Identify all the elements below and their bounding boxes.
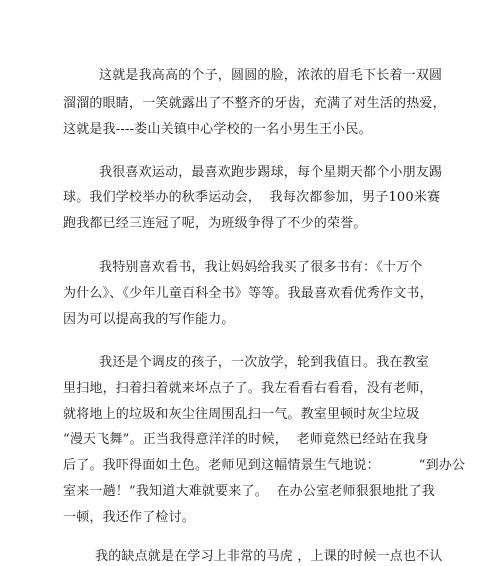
paragraph-5-line-1: 我的缺点就是在学习上非常的马虎 ，上课的时候一点也不认 [95,549,443,564]
paragraph-3-line-2: 为什么》、《少年儿童百科全书》等等。我最喜欢看优秀作文书， [63,286,433,301]
paragraph-1-line-1: 这就是我高高的个子，圆圆的脸，浓浓的眉毛下长着一双圆 [99,68,443,83]
paragraph-1-line-3: 这就是我----娄山关镇中心学校的一名小男生王小民。 [63,122,372,137]
paragraph-2-line-3: 跑我都已经三连冠了呢，为班级争得了不少的荣誉。 [63,216,367,231]
paragraph-1-line-2: 溜溜的眼睛，一笑就露出了不整齐的牙齿，充满了对生活的热爱， [63,96,446,111]
paragraph-4-line-3: 就将地上的垃圾和灰尘往周围乱扫一气。教室里顿时灰尘垃圾 [63,407,420,422]
paragraph-3-line-3: 因为可以提高我的写作能力。 [63,312,235,327]
paragraph-4-line-5: 后了。我吓得面如土色。老师见到这幅情景生气地说： “到办公 [63,458,466,473]
paragraph-2-line-1: 我很喜欢运动，最喜欢跑步踢球，每个星期天都个小朋友踢 [99,165,443,180]
paragraph-2-line-2: 球。我们学校举办的秋季运动会， 我每次都参加，男子100米赛 [63,190,441,205]
paragraph-4-line-4: “漫天飞舞”。正当我得意洋洋的时候， 老师竟然已经站在我身 [63,432,429,447]
paragraph-3-line-1: 我特别喜欢看书，我让妈妈给我买了很多书有：《十万个 [99,260,423,275]
paragraph-4-line-2: 里扫地，扫着扫着就来坏点子了。我左看看右看看，没有老师， [63,381,433,396]
paragraph-4-line-6: 室来一趟！”我知道大难就要来了。 在办公室老师狠狠地批了我 [63,484,435,499]
paragraph-4-line-1: 我还是个调皮的孩子，一次放学，轮到我值日。我在教室 [99,355,430,370]
paragraph-4-line-7: 一顿，我还作了检讨。 [63,510,196,525]
